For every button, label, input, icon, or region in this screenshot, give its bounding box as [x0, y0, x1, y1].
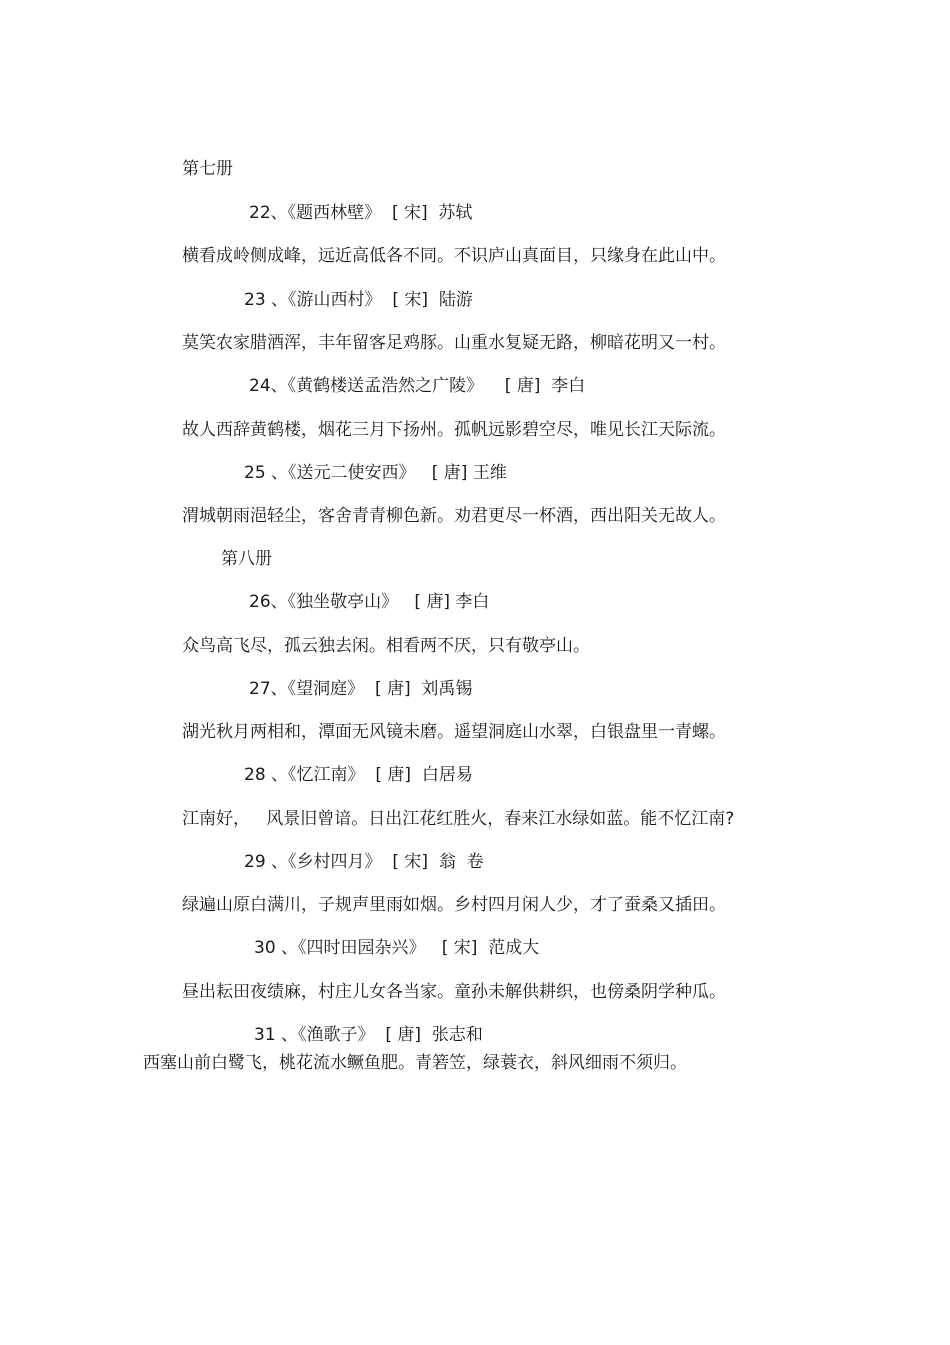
- poem-text: 西塞山前白鹭飞，桃花流水鳜鱼肥。青箬笠，绿蓑衣，斜风细雨不须归。: [143, 1053, 687, 1073]
- poem-text: 湖光秋月两相和，潭面无风镜未磨。遥望洞庭山水翠，白银盘里一青螺。: [182, 722, 726, 742]
- poem-text: 众鸟高飞尽，孤云独去闲。相看两不厌，只有敬亭山。: [182, 636, 590, 656]
- poem-title: 22、《题西林壁》 [ 宋] 苏轼: [249, 203, 473, 223]
- poem-text: 江南好， 风景旧曾谙。日出江花红胜火，春来江水绿如蓝。能不忆江南?: [182, 809, 735, 829]
- poem-title: 26、《独坐敬亭山》 [ 唐] 李白: [249, 592, 490, 612]
- poem-title: 24、《黄鹤楼送孟浩然之广陵》 [ 唐] 李白: [249, 376, 586, 396]
- section-heading: 第七册: [182, 159, 233, 179]
- poem-title: 25 、《送元二使安西》 [ 唐] 王维: [244, 463, 507, 483]
- poem-title: 23 、《游山西村》 [ 宋] 陆游: [244, 290, 473, 310]
- poem-text: 昼出耘田夜绩麻，村庄儿女各当家。童孙未解供耕织，也傍桑阴学种瓜。: [182, 982, 726, 1002]
- poem-text: 渭城朝雨浥轻尘，客舍青青柳色新。劝君更尽一杯酒，西出阳关无故人。: [182, 506, 726, 526]
- poem-text: 横看成岭侧成峰，远近高低各不同。不识庐山真面目，只缘身在此山中。: [182, 246, 726, 266]
- poem-title: 27、《望洞庭》 [ 唐] 刘禹锡: [249, 679, 473, 699]
- poem-text: 绿遍山原白满川，子规声里雨如烟。乡村四月闲人少，才了蚕桑又插田。: [182, 895, 726, 915]
- poem-text: 莫笑农家腊酒浑，丰年留客足鸡豚。山重水复疑无路，柳暗花明又一村。: [182, 333, 726, 353]
- poem-title: 30 、《四时田园杂兴》 [ 宋] 范成大: [254, 938, 540, 958]
- poem-text: 故人西辞黄鹤楼，烟花三月下扬州。孤帆远影碧空尽，唯见长江天际流。: [182, 420, 726, 440]
- section-heading: 第八册: [221, 549, 272, 569]
- poem-title: 28 、《忆江南》 [ 唐] 白居易: [244, 765, 473, 785]
- poem-title: 29 、《乡村四月》 [ 宋] 翁 卷: [244, 852, 484, 872]
- poem-title: 31 、《渔歌子》 [ 唐] 张志和: [254, 1025, 483, 1045]
